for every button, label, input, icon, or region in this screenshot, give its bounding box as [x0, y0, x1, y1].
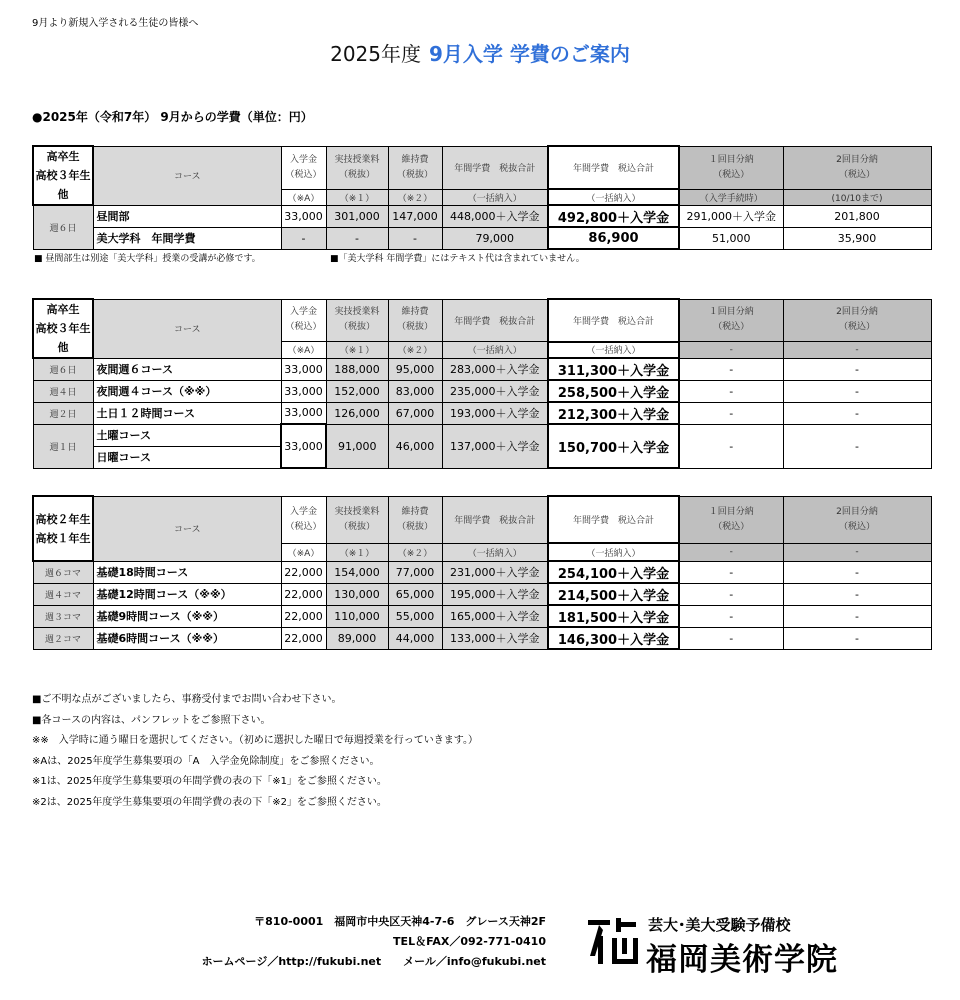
maintenance: 44,000: [388, 627, 442, 649]
annual-ex: 133,000＋入学金: [442, 627, 548, 649]
annual-in: 254,100＋入学金: [548, 561, 679, 583]
annual-ex: 165,000＋入学金: [442, 605, 548, 627]
table1-corner: [33, 146, 93, 205]
entry-fee: 33,000: [281, 380, 326, 402]
annual-ex: 283,000＋入学金: [442, 358, 548, 380]
footnote: ■各コースの内容は、パンフレットをご参照下さい。: [32, 714, 271, 726]
logo-mark-icon: [586, 916, 640, 970]
installment-1: -: [679, 561, 783, 583]
course-name: 夜間週６コース: [93, 358, 281, 380]
installment-1: -: [679, 402, 783, 424]
installment-1: 51,000: [679, 227, 783, 249]
week-label: 週４日: [33, 380, 93, 402]
week-label: 週１日: [33, 424, 93, 468]
installment-1: 291,000＋入学金: [679, 205, 783, 227]
section-title: ●2025年（令和7年） 9月からの学費（単位：円）: [32, 110, 313, 124]
entry-fee: 33,000: [281, 402, 326, 424]
header-installment-2: 2回目分納 （税込）: [783, 146, 931, 189]
course-name: 基礎6時間コース（※※）: [93, 627, 281, 649]
footnote: ※※ 入学時に通う曜日を選択してください。（初めに選択した曜日で毎週授業を行っていきます。）: [32, 735, 478, 746]
table-row: [33, 583, 931, 605]
annual-ex: 137,000＋入学金: [442, 424, 548, 468]
annual-in: 146,300＋入学金: [548, 627, 679, 649]
logo-subtitle: 芸大･美大受験予備校: [648, 916, 791, 934]
installment-1: -: [679, 605, 783, 627]
fee-table-1: [32, 145, 932, 250]
week-label: 週２日: [33, 402, 93, 424]
course-name: 美大学科 年間学費: [93, 227, 281, 249]
header-annual-in: 年間学費 税込合計: [548, 146, 679, 189]
tuition: 301,000: [326, 205, 388, 227]
installment-2: -: [783, 402, 931, 424]
entry-fee: 22,000: [281, 605, 326, 627]
header-course: コース: [93, 299, 281, 358]
header-tuition: 実技授業料 （税抜）: [326, 146, 388, 189]
note-lump: （一括納入）: [548, 543, 679, 561]
header-installment-1: １回目分納 （税込）: [679, 146, 783, 189]
installment-2: 201,800: [783, 205, 931, 227]
entry-fee: 33,000: [281, 358, 326, 380]
note-lump: （一括納入）: [442, 189, 548, 205]
installment-1: -: [679, 424, 783, 468]
entry-fee: 22,000: [281, 627, 326, 649]
maintenance: 65,000: [388, 583, 442, 605]
maintenance: 67,000: [388, 402, 442, 424]
note-2: （※２）: [388, 342, 442, 358]
installment-2: -: [783, 380, 931, 402]
corner-line: 高校２年生: [35, 512, 91, 526]
annual-in: 150,700＋入学金: [548, 424, 679, 468]
footnotes: [32, 690, 478, 813]
header-entry-fee: 入学金 （税込）: [281, 146, 326, 189]
installment-1: -: [679, 583, 783, 605]
annual-in: 214,500＋入学金: [548, 583, 679, 605]
logo-name: 福岡美術学院: [646, 942, 838, 978]
week-label: 週６コマ: [33, 561, 93, 583]
annual-in: 258,500＋入学金: [548, 380, 679, 402]
header-annual-ex: 年間学費 税抜合計: [442, 299, 548, 342]
header-tuition: 実技授業料 （税抜）: [326, 496, 388, 543]
footnote: ■ご不明な点がございましたら、事務受付までお問い合わせ下さい。: [32, 694, 342, 705]
note-lump: （一括納入）: [442, 543, 548, 561]
table-row: [33, 402, 931, 424]
web-mail-line: ホームページ／http://fukubi.net メール／info@fukubi.net: [201, 955, 546, 968]
tuition: 91,000: [326, 424, 388, 468]
maintenance: 83,000: [388, 380, 442, 402]
installment-2: -: [783, 358, 931, 380]
annual-ex: 193,000＋入学金: [442, 402, 548, 424]
installment-2-note: -: [783, 543, 931, 561]
tuition: 188,000: [326, 358, 388, 380]
greeting: 9月より新規入学される生徒の皆様へ: [32, 18, 199, 29]
header-annual-ex: 年間学費 税抜合計: [442, 146, 548, 189]
table1-note-left: ■ 昼間部生は別途「美大学科」授業の受講が必修です。: [34, 254, 261, 264]
corner-line: 高卒生: [46, 150, 80, 163]
corner-line: 他: [57, 188, 69, 201]
note-a: （※A）: [281, 543, 326, 561]
fee-table-2: [32, 298, 932, 469]
note-lump: （一括納入）: [548, 342, 679, 358]
week-label: 週４コマ: [33, 583, 93, 605]
course-name: 土曜コース: [93, 424, 281, 446]
entry-fee: 33,000: [281, 205, 326, 227]
header-annual-ex: 年間学費 税抜合計: [442, 496, 548, 543]
table-row: [33, 358, 931, 380]
tuition: 154,000: [326, 561, 388, 583]
title-main: 9月入学 学費のご案内: [429, 42, 630, 66]
week-label: 週６日: [33, 358, 93, 380]
installment-2-note: (10/10まで): [783, 189, 931, 205]
entry-fee: 22,000: [281, 561, 326, 583]
installment-1: -: [679, 358, 783, 380]
header-maintenance: 維持費 （税抜）: [388, 299, 442, 342]
annual-in: 181,500＋入学金: [548, 605, 679, 627]
week-label: 週３コマ: [33, 605, 93, 627]
corner-line: 高卒生: [46, 303, 80, 316]
header-maintenance: 維持費 （税抜）: [388, 146, 442, 189]
installment-1-note: -: [679, 342, 783, 358]
fee-table-3: [32, 495, 932, 650]
header-installment-2: 2回目分納 （税込）: [783, 299, 931, 342]
installment-1: -: [679, 627, 783, 649]
footnote: ※2は、2025年度学生募集要項の年間学費の表の下「※2」をご参照ください。: [32, 796, 387, 808]
annual-ex: 231,000＋入学金: [442, 561, 548, 583]
tuition: 110,000: [326, 605, 388, 627]
header-course: コース: [93, 496, 281, 561]
annual-in: 212,300＋入学金: [548, 402, 679, 424]
course-name: 昼間部: [93, 205, 281, 227]
course-name: 土日１２時間コース: [93, 402, 281, 424]
header-annual-in: 年間学費 税込合計: [548, 496, 679, 543]
header-entry-fee: 入学金 （税込）: [281, 299, 326, 342]
maintenance: 46,000: [388, 424, 442, 468]
maintenance: 55,000: [388, 605, 442, 627]
note-2: （※２）: [388, 189, 442, 205]
tuition: 126,000: [326, 402, 388, 424]
header-maintenance: 維持費 （税抜）: [388, 496, 442, 543]
installment-2: 35,900: [783, 227, 931, 249]
maintenance: 95,000: [388, 358, 442, 380]
note-2: （※２）: [388, 543, 442, 561]
note-1: （※１）: [326, 189, 388, 205]
table1-note-right: ■「美大学科 年間学費」にはテキスト代は含まれていません。: [330, 254, 585, 264]
annual-in: 492,800＋入学金: [548, 205, 679, 227]
tuition: 152,000: [326, 380, 388, 402]
table3-corner: [33, 496, 93, 561]
note-1: （※１）: [326, 543, 388, 561]
header-entry-fee: 入学金 （税込）: [281, 496, 326, 543]
installment-2: -: [783, 561, 931, 583]
table-row: [33, 627, 931, 649]
table-row: [33, 227, 931, 249]
address-line: 〒810-0001 福岡市中央区天神4-7-6 グレース天神2F: [254, 915, 546, 928]
corner-line: 高校３年生: [35, 169, 91, 182]
entry-fee: 33,000: [281, 424, 326, 468]
contact-line: TEL＆FAX／092-771-0410: [393, 935, 546, 948]
week-label: 週２コマ: [33, 627, 93, 649]
annual-ex: 235,000＋入学金: [442, 380, 548, 402]
tuition: -: [326, 227, 388, 249]
installment-2: -: [783, 605, 931, 627]
annual-ex: 448,000＋入学金: [442, 205, 548, 227]
title-year: 2025年度: [330, 42, 421, 66]
maintenance: -: [388, 227, 442, 249]
course-name: 日曜コース: [93, 446, 281, 468]
installment-1: -: [679, 380, 783, 402]
table-row: [33, 424, 931, 446]
week-label: 週６日: [33, 205, 93, 249]
header-installment-1: １回目分納 （税込）: [679, 496, 783, 543]
header-tuition: 実技授業料 （税抜）: [326, 299, 388, 342]
header-installment-2: 2回目分納 （税込）: [783, 496, 931, 543]
entry-fee: -: [281, 227, 326, 249]
tuition: 89,000: [326, 627, 388, 649]
maintenance: 147,000: [388, 205, 442, 227]
table-row: [33, 605, 931, 627]
header-annual-in: 年間学費 税込合計: [548, 299, 679, 342]
note-a: （※A）: [281, 189, 326, 205]
table-row: [33, 380, 931, 402]
note-lump: （一括納入）: [548, 189, 679, 205]
course-name: 基礎9時間コース（※※）: [93, 605, 281, 627]
entry-fee: 22,000: [281, 583, 326, 605]
table2-corner: [33, 299, 93, 358]
table-row: [33, 205, 931, 227]
corner-line: 高校３年生: [35, 322, 91, 335]
note-1: （※１）: [326, 342, 388, 358]
course-name: 基礎18時間コース: [93, 561, 281, 583]
annual-in: 311,300＋入学金: [548, 358, 679, 380]
table-row: [33, 561, 931, 583]
page-title: [0, 38, 960, 67]
annual-ex: 79,000: [442, 227, 548, 249]
installment-2: -: [783, 627, 931, 649]
tuition: 130,000: [326, 583, 388, 605]
header-installment-1: １回目分納 （税込）: [679, 299, 783, 342]
annual-ex: 195,000＋入学金: [442, 583, 548, 605]
course-name: 夜間週４コース（※※）: [93, 380, 281, 402]
installment-2: -: [783, 583, 931, 605]
footnote: ※1は、2025年度学生募集要項の年間学費の表の下「※1」をご参照ください。: [32, 776, 387, 787]
maintenance: 77,000: [388, 561, 442, 583]
installment-1-note: （入学手続時）: [679, 189, 783, 205]
installment-2: -: [783, 424, 931, 468]
corner-line: 他: [57, 341, 69, 354]
installment-2-note: -: [783, 342, 931, 358]
footnote: ※Aは、2025年度学生募集要項の「A 入学金免除制度」をご参照ください。: [32, 755, 380, 767]
course-name: 基礎12時間コース（※※）: [93, 583, 281, 605]
address-block: [202, 912, 546, 972]
header-course: コース: [93, 146, 281, 205]
annual-in: 86,900: [548, 227, 679, 249]
installment-1-note: -: [679, 543, 783, 561]
note-lump: （一括納入）: [442, 342, 548, 358]
corner-line: 高校１年生: [35, 531, 91, 545]
note-a: （※A）: [281, 342, 326, 358]
